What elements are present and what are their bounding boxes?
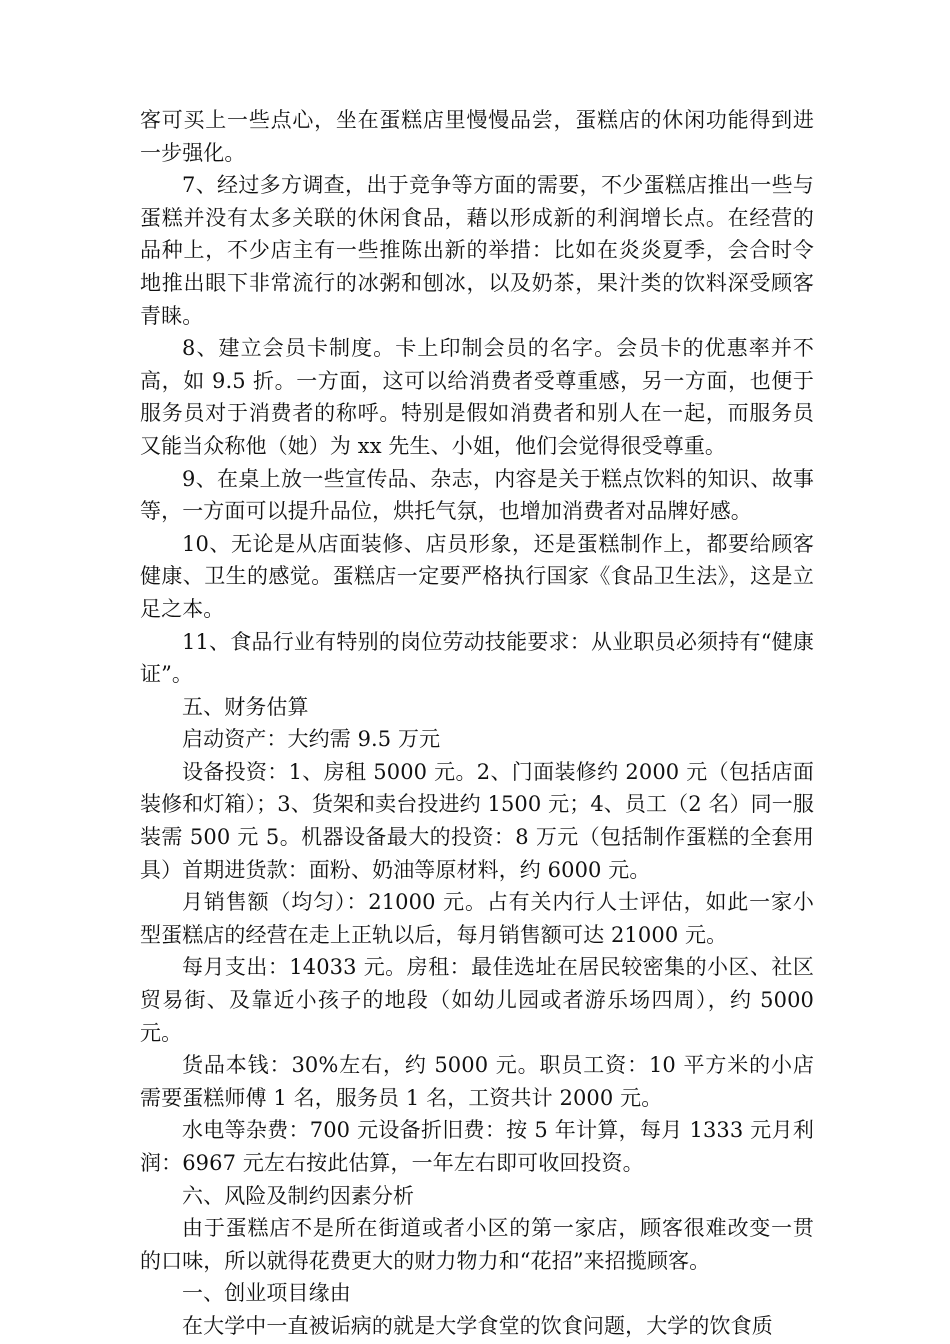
paragraph-item-9: 9、在桌上放一些宣传品、杂志，内容是关于糕点饮料的知识、故事等，一方面可以提升品位，烘托气氛，也增加消费者对品牌好感。 [140,466,814,524]
paragraph-continuation: 客可买上一些点心，坐在蛋糕店里慢慢品尝，蛋糕店的休闲功能得到进一步强化。 [140,108,814,165]
paragraph-item-10: 10、无论是从店面装修、店员形象，还是蛋糕制作上，都要给顾客健康、卫生的感觉。蛋糕店一定要严格执行国家《食品卫生法》，这是立足之本。 [140,531,814,621]
paragraph-startup-capital: 启动资产：大约需 9.5 万元 [182,727,441,752]
section-heading-project-origin: 一、创业项目缘由 [182,1281,351,1306]
paragraph-monthly-sales: 月销售额（均匀）：21000 元。占有关内行人士评估，如此一家小型蛋糕店的经营在走上正轨以后，每月销售额可达 21000 元。 [140,890,814,947]
paragraph-monthly-expense: 每月支出：14033 元。房租：最佳选址在居民较密集的小区、社区贸易街、及靠近小孩子的地段（如幼儿园或者游乐场四周），约 5000 元。 [140,955,814,1045]
paragraph-project-origin: 在大学中一直被诟病的就是大学食堂的饮食问题，大学的饮食质 [182,1313,773,1338]
paragraph-item-7: 7、经过多方调查，出于竞争等方面的需要，不少蛋糕店推出一些与蛋糕并没有太多关联的休闲食品，藉以形成新的利润增长点。在经营的品种上，不少店主有一些推陈出新的举措：比如在炎炎夏季，会合时令地推出眼下非常流行的冰粥和刨冰，以及奶茶，果汁类的饮料深受顾客青睐。 [140,173,814,328]
section-heading-finance: 五、财务估算 [182,694,309,719]
paragraph-utilities-profit: 水电等杂费：700 元设备折旧费：按 5 年计算，每月 1333 元月利润：6967 元左右按此估算，一年左右即可收回投资。 [140,1118,814,1175]
paragraph-item-8: 8、建立会员卡制度。卡上印制会员的名字。会员卡的优惠率并不高，如 9.5 折。一方面，这可以给消费者受尊重感，另一方面，也便于服务员对于消费者的称呼。特别是假如消费者和别人在一起，而服务员又能当众称他（她）为 xx 先生、小姐，他们会觉得很受尊重。 [140,336,814,458]
paragraph-goods-cost: 货品本钱：30%左右，约 5000 元。职员工资：10 平方米的小店需要蛋糕师傅 1 名，服务员 1 名，工资共计 2000 元。 [140,1053,814,1110]
document-page [140,104,814,1343]
section-heading-risk: 六、风险及制约因素分析 [182,1183,415,1208]
paragraph-equipment-investment: 设备投资：1、房租 5000 元。2、门面装修约 2000 元（包括店面装修和灯箱）；3、货架和卖台投进约 1500 元；4、员工（2 名）同一服装需 500 元 5。机器设备最大的投资：8 万元（包括制作蛋糕的全套用具）首期进货款：面粉、奶油等原材料，约 6000 元。 [140,759,814,882]
paragraph-item-11: 11、食品行业有特别的岗位劳动技能要求：从业职员必须持有“健康证”。 [140,629,814,687]
paragraph-risk-analysis: 由于蛋糕店不是所在街道或者小区的第一家店，顾客很难改变一贯的口味，所以就得花费更大的财力物力和“花招”来招揽顾客。 [140,1216,814,1273]
